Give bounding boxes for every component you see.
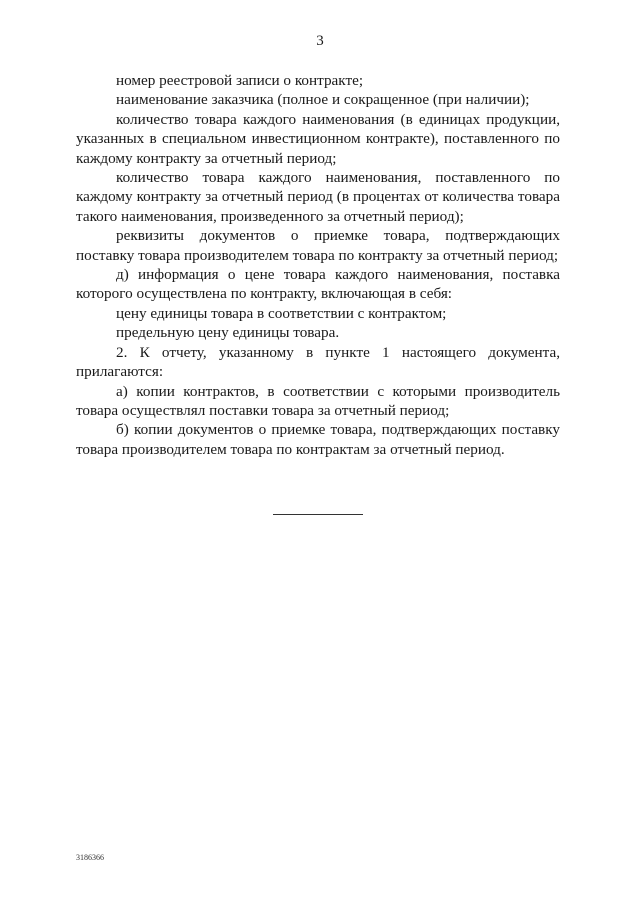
paragraph-contract-copies: а) копии контрактов, в соответствии с которыми производитель товара осуществлял поставки товара за отчетный период; <box>76 382 560 419</box>
document-body <box>76 71 560 459</box>
paragraph-goods-quantity-units: количество товара каждого наименования (в единицах продукции, указанных в специальном инвестиционном контракте), поставленного по каждому контракту за отчетный период; <box>76 110 560 167</box>
paragraph-price-information: д) информация о цене товара каждого наименования, поставка которого осуществлена по контракту, включающая в себя: <box>76 266 560 303</box>
paragraph-customer-name: наименование заказчика (полное и сокращенное (при наличии); <box>116 91 530 109</box>
paragraph-acceptance-documents: реквизиты документов о приемке товара, подтверждающих поставку товара производителем товара по контракту за отчетный период; <box>76 227 560 264</box>
paragraph-registry-number: номер реестровой записи о контракте; <box>116 72 364 89</box>
end-separator-line <box>273 514 363 515</box>
paragraph-report-attachments: 2. К отчету, указанному в пункте 1 настоящего документа, прилагаются: <box>76 343 560 381</box>
paragraph-unit-price: цену единицы товара в соответствии с контрактом; <box>116 304 447 322</box>
footer-document-code: 3186366 <box>76 853 104 862</box>
page-number: 3 <box>316 33 324 49</box>
paragraph-acceptance-copies: б) копии документов о приемке товара, подтверждающих поставку товара производителем товара по контрактам за отчетный период. <box>76 421 560 458</box>
paragraph-goods-quantity-percent: количество товара каждого наименования, поставленного по каждому контракту за отчетный период (в процентах от количества товара такого наименования, произведенного за отчетный период); <box>76 169 560 225</box>
paragraph-max-unit-price: предельную цену единицы товара. <box>116 324 340 342</box>
